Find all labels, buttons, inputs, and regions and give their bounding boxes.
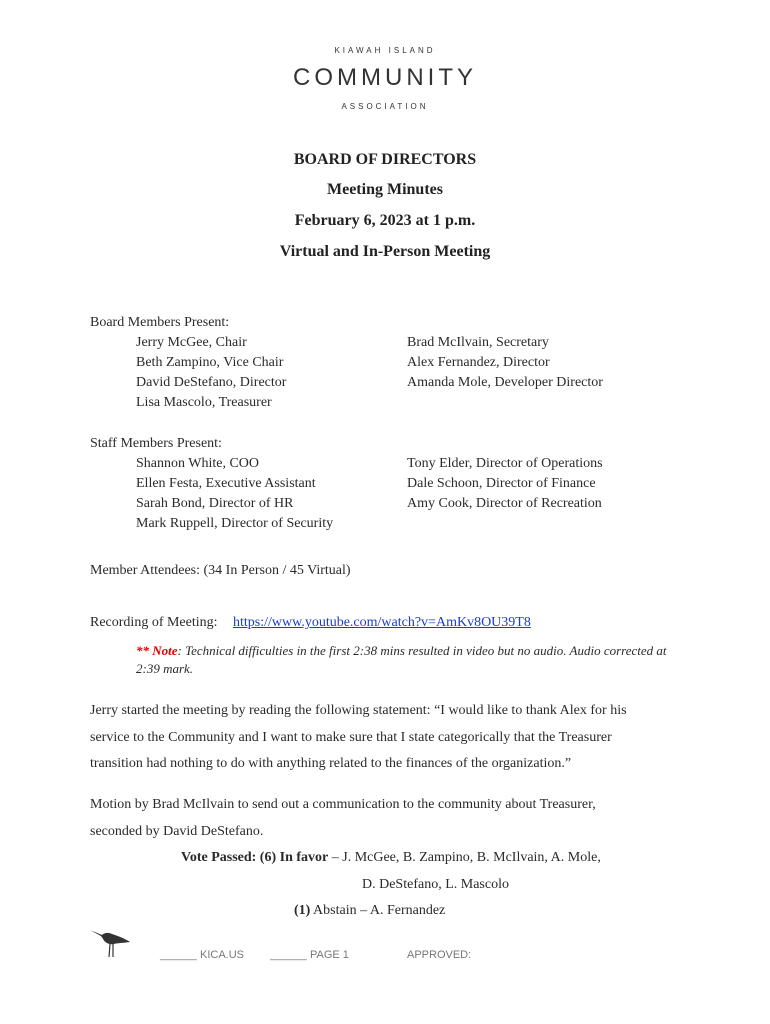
motion-paragraph <box>90 792 690 845</box>
board-title: BOARD OF DIRECTORS <box>293 151 477 168</box>
footer-site: KICA.US <box>200 949 245 961</box>
board-member: Amanda Mole, Developer Director <box>407 375 603 390</box>
footer-approved: APPROVED: <box>407 949 472 961</box>
vote-passed-label: Vote Passed: (6) In favor <box>181 850 329 865</box>
staff-member: Dale Schoon, Director of Finance <box>407 476 596 491</box>
board-members-label: Board Members Present: <box>90 315 230 330</box>
logo-top-text: KIAWAH ISLAND <box>334 46 436 55</box>
statement-line: transition had nothing to do with anything related to the finances of the organization.” <box>90 756 572 771</box>
board-member: Jerry McGee, Chair <box>136 335 247 350</box>
technical-note <box>136 642 676 678</box>
vote-abstain <box>294 903 445 919</box>
logo-main-text: COMMUNITY <box>293 64 477 91</box>
meeting-date: February 6, 2023 at 1 p.m. <box>294 212 476 229</box>
footer-page-number: PAGE 1 <box>310 949 349 961</box>
staff-member: Tony Elder, Director of Operations <box>407 456 603 471</box>
document-type: Meeting Minutes <box>327 181 443 198</box>
vote-favor-names: – J. McGee, B. Zampino, B. McIlvain, A. Mole, <box>328 850 601 865</box>
board-member: Alex Fernandez, Director <box>407 355 550 370</box>
vote-favor-names-cont: D. DeStefano, L. Mascolo <box>362 877 509 892</box>
staff-member: Mark Ruppell, Director of Security <box>136 516 334 531</box>
staff-member: Ellen Festa, Executive Assistant <box>136 476 316 491</box>
staff-members-label: Staff Members Present: <box>90 436 222 451</box>
footer-blank: ______ <box>270 949 307 961</box>
note-label: ** Note <box>136 643 178 658</box>
staff-member: Amy Cook, Director of Recreation <box>407 496 602 511</box>
motion-line: Motion by Brad McIlvain to send out a communication to the community about Treasurer, <box>90 797 596 812</box>
recording-link[interactable]: https://www.youtube.com/watch?v=AmKv8OU39T8 <box>233 615 531 630</box>
motion-line: seconded by David DeStefano. <box>90 823 264 839</box>
board-member: David DeStefano, Director <box>136 375 287 390</box>
footer-blank: ______ <box>160 949 197 961</box>
staff-member: Shannon White, COO <box>136 456 260 471</box>
opening-statement <box>90 698 690 778</box>
note-text-line1: : Technical difficulties in the first 2:38 mins resulted in video but no audio. Audio corrected at <box>177 643 667 658</box>
abstain-names: Abstain – A. Fernandez <box>310 903 446 918</box>
meeting-format: Virtual and In-Person Meeting <box>279 243 491 260</box>
statement-line: service to the Community and I want to make sure that I state categorically that the Treasurer <box>90 729 612 745</box>
member-attendees: Member Attendees: (34 In Person / 45 Virtual) <box>90 563 351 578</box>
recording-label: Recording of Meeting: <box>90 615 218 630</box>
note-text-line2: 2:39 mark. <box>136 661 194 676</box>
abstain-count: (1) <box>294 903 311 918</box>
statement-line: Jerry started the meeting by reading the following statement: “I would like to thank Alex for his <box>90 703 627 718</box>
logo-bottom-text: ASSOCIATION <box>341 102 429 111</box>
board-member: Lisa Mascolo, Treasurer <box>136 395 272 410</box>
board-member: Beth Zampino, Vice Chair <box>136 355 284 370</box>
vote-result <box>181 850 601 866</box>
shorebird-logo-icon <box>88 924 132 960</box>
board-member: Brad McIlvain, Secretary <box>407 335 549 350</box>
staff-member: Sarah Bond, Director of HR <box>136 496 294 511</box>
